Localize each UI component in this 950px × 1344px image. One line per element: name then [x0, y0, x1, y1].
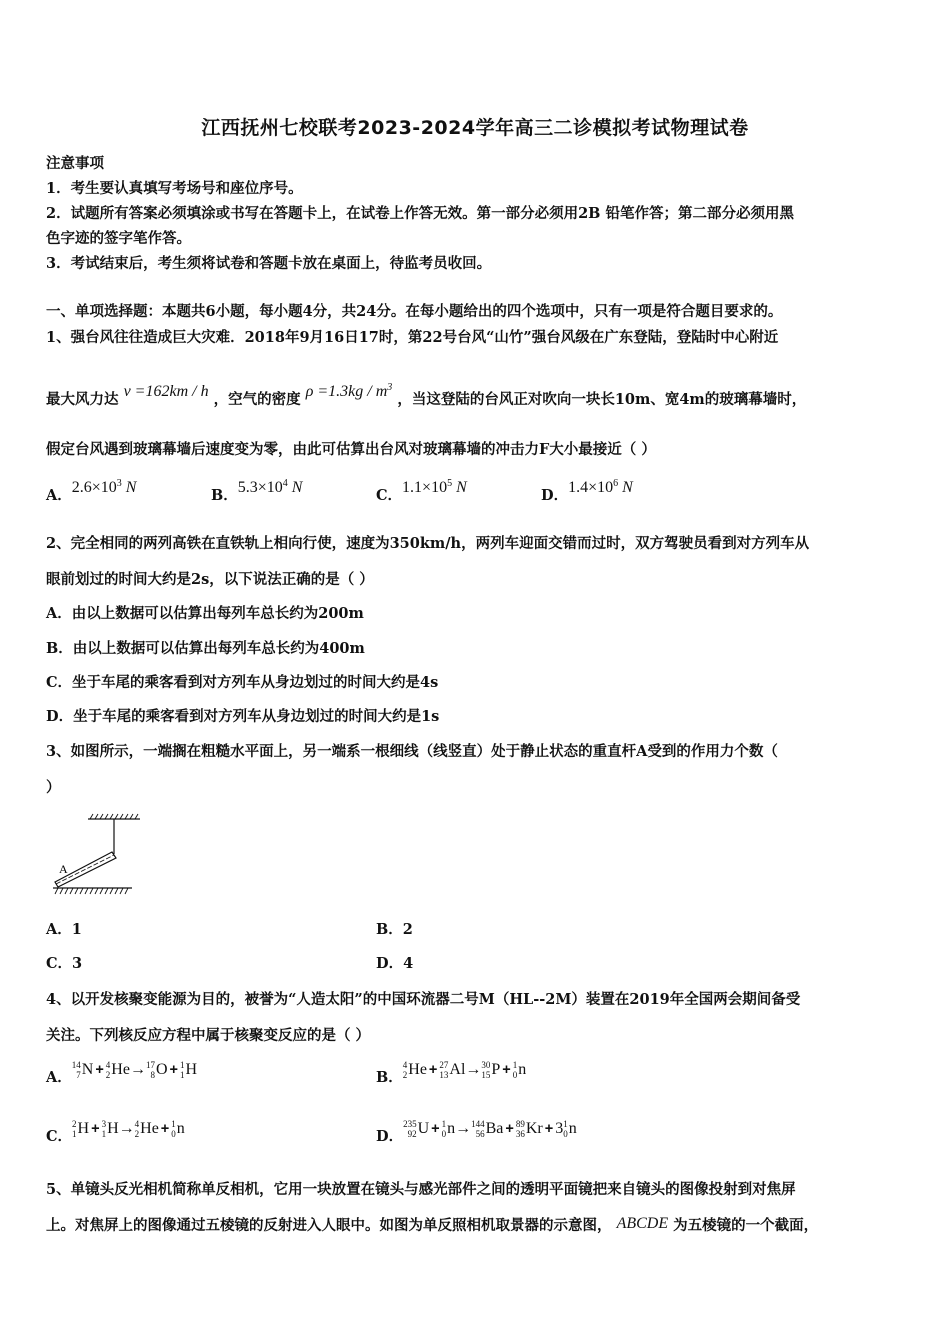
q1-b-exp: 4: [282, 478, 288, 489]
q4-option-a[interactable]: [46, 1058, 198, 1086]
q4-d-nuclide-2-symbol: n: [447, 1120, 456, 1137]
q4-b-nuclide-1-iso: [403, 1060, 408, 1080]
q4-c-nuclide-3-charge: 2: [134, 1129, 140, 1139]
q3-rod-figure: [50, 812, 145, 902]
q1-velocity-formula: v =162km / h: [123, 383, 209, 400]
q4-d-nuclide-4-mass: 89: [515, 1119, 525, 1129]
q4-d-nuclide-2: [442, 1119, 456, 1139]
q4-c-nuclide-1: [72, 1119, 89, 1139]
q4-a-nuclide-4-mass: 1: [179, 1060, 185, 1070]
q4-c-nuclide-3-mass: 4: [134, 1119, 140, 1129]
q4-b-nuclide-4-symbol: n: [518, 1061, 527, 1078]
q4-d-nuclide-3-charge: 56: [475, 1129, 485, 1139]
q4-line1: 4、以开发核聚变能源为目的，被誉为“人造太阳”的中国环流器二号M（HL--2M）装置在2019年全国两会期间备受: [46, 991, 801, 1008]
q5-text-a: 上。对焦屏上的图像通过五棱镜的反射进入人眼中。如图为单反照相机取景器的示意图，: [46, 1217, 612, 1234]
exam-title: 江西抚州七校联考2023-2024学年高三二诊模拟考试物理试卷: [201, 117, 749, 139]
q4-a-plus-3: +: [169, 1062, 178, 1078]
q1-text-b: ，空气的密度: [213, 391, 301, 408]
q4-a-nuclide-1-symbol: N: [81, 1061, 94, 1078]
q4-b-nuclide-2-charge: 13: [439, 1070, 449, 1080]
q4-d-nuclide-3: [471, 1119, 503, 1139]
q1-d-unit: N: [618, 479, 633, 496]
q1-option-d[interactable]: [541, 476, 633, 504]
q4-c-nuclide-2-charge: 1: [101, 1129, 107, 1139]
q4-a-nuclide-2-symbol: He: [111, 1061, 130, 1078]
q1-line1: 1、强台风往往造成巨大灾难．2018年9月16日17时，第22号台风“山竹”强台风级在广东登陆，登陆时中心附近: [46, 329, 779, 346]
q4-b-nuclide-1-charge: 2: [402, 1070, 408, 1080]
q4-c-arrow: →: [118, 1120, 135, 1137]
q1-a-unit: N: [121, 479, 137, 496]
q4-d-nuclide-1: [403, 1119, 429, 1139]
q4-b-nuclide-3: [481, 1060, 500, 1080]
q4-c-nuclide-2-symbol: H: [107, 1120, 119, 1137]
q4-a-plus-1: +: [95, 1062, 104, 1078]
q4-b-plus-1: +: [428, 1062, 438, 1078]
q4-c-nuclide-4: [171, 1119, 185, 1139]
q4-a-nuclide-1-mass: 14: [71, 1060, 81, 1070]
q1-a-mant: 2.6×10: [71, 479, 117, 496]
q3-option-d[interactable]: D．4: [376, 955, 414, 972]
q4-a-nuclide-4-iso: [180, 1060, 185, 1080]
q4-c-nuclide-3: [135, 1119, 159, 1139]
q4-d-arrow: →: [455, 1120, 472, 1137]
q1-option-c[interactable]: [376, 476, 467, 504]
q4-b-nuclide-3-iso: [481, 1060, 490, 1080]
q4-b-plus-3: +: [502, 1062, 511, 1078]
q4-a-nuclide-4-symbol: H: [185, 1061, 198, 1078]
q2-line2: 眼前划过的时间大约是2s，以下说法正确的是（ ）: [46, 571, 374, 588]
q4-d-nuclide-5-symbol: n: [568, 1120, 577, 1137]
q1-option-b[interactable]: [211, 476, 303, 504]
q3-option-c[interactable]: C．3: [46, 955, 83, 972]
q4-d-nuclide-4: [516, 1119, 543, 1139]
q1-c-unit: N: [452, 479, 467, 496]
q4-b-nuclide-2-symbol: Al: [449, 1061, 466, 1078]
note-3: 3．考试结束后，考生须将试卷和答题卡放在桌面上，待监考员收回。: [46, 255, 492, 272]
section-heading: 一、单项选择题：本题共6小题，每小题4分，共24分。在每小题给出的四个选项中，只有一项是符合题目要求的。: [46, 303, 783, 320]
q4-b-nuclide-1-mass: 4: [402, 1060, 408, 1070]
q1-c-exp: 5: [447, 478, 453, 489]
q4-b-nuclide-3-symbol: P: [491, 1061, 501, 1078]
q4-d-nuclide-3-mass: 144: [471, 1119, 485, 1129]
q4-c-nuclide-4-mass: 1: [171, 1119, 176, 1129]
q4-d-plus-1: +: [431, 1121, 440, 1137]
q4-b-nuclide-4-iso: [513, 1060, 518, 1080]
q4-a-nuclide-4: [180, 1060, 197, 1080]
q4-option-c[interactable]: [46, 1117, 185, 1145]
q4-c-nuclide-4-symbol: n: [176, 1120, 185, 1137]
q4-d-nuclide-1-iso: [403, 1119, 417, 1139]
q4-c-nuclide-2-mass: 3: [101, 1119, 107, 1129]
q4-a-nuclide-2-iso: [106, 1060, 111, 1080]
q3-line1: 3、如图所示，一端搁在粗糙水平面上，另一端系一根细线（线竖直）处于静止状态的重直杆A受到的作用力个数（: [46, 743, 778, 760]
notes-heading: 注意事项: [46, 155, 104, 172]
q4-a-nuclide-1-charge: 7: [76, 1070, 81, 1080]
ground-hatch: [55, 888, 128, 894]
q1-d-exp: 6: [613, 478, 619, 489]
q4-b-nuclide-2-iso: [439, 1060, 448, 1080]
q4-c-nuclide-2: [102, 1119, 119, 1139]
q4-c-nuclide-1-mass: 2: [72, 1119, 77, 1129]
q4-b-nuclide-1: [403, 1060, 427, 1080]
note-1: 1．考生要认真填写考场号和座位序号。: [46, 180, 303, 197]
q4-a-arrow: →: [129, 1061, 146, 1078]
q1-option-c-value: [402, 479, 467, 496]
q4-a-nuclide-3: [146, 1060, 168, 1080]
q4-a-nuclide-3-symbol: O: [155, 1061, 168, 1078]
q2-option-b[interactable]: B．由以上数据可以估算出每列车总长约为400m: [46, 640, 365, 657]
q4-d-nuclide-5-mass: 1: [563, 1119, 568, 1129]
q4-b-nuclide-3-charge: 15: [481, 1070, 491, 1080]
note-2-cont: 色字迹的签字笔作答。: [46, 230, 191, 247]
q4-d-nuclide-4-charge: 36: [515, 1129, 525, 1139]
q5-line1: 5、单镜头反光相机简称单反相机，它用一块放置在镜头与感光部件之间的透明平面镜把来自镜头的图像投射到对焦屏: [46, 1181, 796, 1198]
q4-c-nuclide-1-iso: [72, 1119, 77, 1139]
q3-option-b[interactable]: B．2: [376, 921, 413, 938]
q4-d-nuclide-5-charge: 0: [563, 1129, 568, 1139]
q4-b-nuclide-4-charge: 0: [512, 1070, 518, 1080]
q4-option-c-label: C．: [46, 1128, 73, 1145]
q4-option-d-label: D．: [376, 1128, 404, 1145]
q2-option-d[interactable]: D．坐于车尾的乘客看到对方列车从身边划过的时间大约是1s: [46, 708, 440, 725]
q5-text-b: 为五棱镜的一个截面，: [673, 1217, 819, 1234]
q1-option-b-label: B．: [211, 487, 238, 504]
q3-line2: ）: [46, 779, 61, 796]
q4-d-plus-3: +: [505, 1121, 514, 1137]
q4-a-nuclide-4-charge: 1: [179, 1070, 185, 1080]
q4-line2: 关注。下列核反应方程中属于核聚变反应的是（ ）: [46, 1027, 371, 1044]
q1-density-base: ρ =1.3kg / m: [305, 383, 388, 400]
q4-a-nuclide-3-iso: [146, 1060, 155, 1080]
q4-b-nuclide-3-mass: 30: [481, 1060, 491, 1070]
q4-b-nuclide-2-mass: 27: [439, 1060, 449, 1070]
q1-b-unit: N: [287, 479, 303, 496]
q4-d-nuclide-5-iso: [563, 1119, 568, 1139]
q1-option-a-label: A．: [46, 487, 72, 504]
note-2: 2．试题所有答案必须填涂或书写在答题卡上，在试卷上作答无效。第一部分必须用2B 铅笔作答；第二部分必须用黑: [46, 205, 794, 222]
q4-b-nuclide-1-symbol: He: [408, 1061, 427, 1078]
q4-d-nuclide-2-iso: [442, 1119, 447, 1139]
q4-option-b[interactable]: [376, 1058, 527, 1086]
q1-d-mant: 1.4×10: [568, 479, 614, 496]
q4-c-nuclide-4-iso: [171, 1119, 176, 1139]
q4-a-nuclide-1: [72, 1060, 94, 1080]
q1-density-formula: [306, 383, 393, 400]
q4-c-nuclide-1-symbol: H: [77, 1120, 90, 1137]
q4-d-nuclide-4-iso: [516, 1119, 525, 1139]
q4-d-nuclide-2-charge: 0: [441, 1129, 447, 1139]
q1-text-a: 最大风力达: [46, 391, 119, 408]
q2-line1: 2、完全相同的两列高铁在直铁轨上相向行使，速度为350km/h，两列车迎面交错而过时，双方驾驶员看到对方列车从: [46, 535, 810, 552]
q4-a-nuclide-2: [106, 1060, 130, 1080]
q1-text-c: ，当这登陆的台风正对吹向一块长10m、宽4m的玻璃幕墙时，: [397, 391, 807, 408]
q4-d-nuclide-1-symbol: U: [417, 1120, 430, 1137]
q4-a-nuclide-2-mass: 4: [105, 1060, 111, 1070]
q4-b-nuclide-4: [513, 1060, 527, 1080]
q4-c-nuclide-3-iso: [135, 1119, 140, 1139]
q4-c-plus-3: +: [160, 1121, 170, 1137]
q4-c-nuclide-2-iso: [102, 1119, 107, 1139]
q1-option-d-value: [568, 479, 633, 496]
q4-d-plus-4: +: [544, 1121, 554, 1137]
q4-d-nuclide-2-mass: 1: [441, 1119, 447, 1129]
q4-b-nuclide-4-mass: 1: [512, 1060, 518, 1070]
q4-option-b-label: B．: [376, 1069, 403, 1086]
q1-a-exp: 3: [116, 478, 122, 489]
q5-abcde: ABCDE: [616, 1215, 669, 1232]
q4-d-nuclide-4-symbol: Kr: [525, 1120, 543, 1137]
q4-d-nuclide-3-symbol: Ba: [485, 1120, 504, 1137]
q4-c-plus-1: +: [91, 1121, 100, 1137]
q4-option-a-label: A．: [46, 1069, 72, 1086]
q1-line2: [46, 382, 807, 409]
q1-option-a-value: [72, 479, 137, 496]
q4-c-nuclide-4-charge: 0: [171, 1129, 176, 1139]
q1-density-exp: 3: [387, 382, 393, 393]
q1-line3: 假定台风遇到玻璃幕墙后速度变为零，由此可估算出台风对玻璃幕墙的冲击力F大小最接近（ ）: [46, 441, 656, 458]
q4-a-nuclide-1-iso: [72, 1060, 81, 1080]
q4-d-nuclide-3-iso: [471, 1119, 485, 1139]
q1-c-mant: 1.1×10: [402, 479, 448, 496]
q4-d-nuclide-5: [555, 1119, 577, 1139]
q1-option-c-label: C．: [376, 487, 403, 504]
q4-b-arrow: →: [465, 1061, 482, 1078]
q4-a-nuclide-3-mass: 17: [145, 1060, 155, 1070]
q4-option-d[interactable]: [376, 1117, 577, 1145]
q1-option-a[interactable]: [46, 476, 137, 504]
q4-a-nuclide-2-charge: 2: [105, 1070, 111, 1080]
ceiling-hatch: [90, 814, 138, 819]
q4-d-nuclide-1-charge: 92: [407, 1129, 417, 1139]
q1-b-mant: 5.3×10: [237, 479, 283, 496]
q4-a-nuclide-3-charge: 8: [150, 1070, 155, 1080]
q2-option-a[interactable]: A．由以上数据可以估算出每列车总长约为200m: [46, 605, 364, 622]
q1-option-d-label: D．: [541, 487, 569, 504]
q4-b-nuclide-2: [439, 1060, 465, 1080]
q4-d-nuclide-5-coef: 3: [555, 1120, 564, 1137]
q4-d-nuclide-1-mass: 235: [403, 1119, 417, 1129]
q2-option-c[interactable]: C．坐于车尾的乘客看到对方列车从身边划过的时间大约是4s: [46, 674, 439, 691]
q5-line2: [46, 1214, 818, 1235]
q4-c-nuclide-3-symbol: He: [140, 1120, 159, 1137]
rod-label: A: [59, 862, 68, 876]
q4-c-nuclide-1-charge: 1: [72, 1129, 77, 1139]
q1-option-b-value: [238, 479, 303, 496]
q3-option-a[interactable]: A．1: [46, 921, 82, 938]
